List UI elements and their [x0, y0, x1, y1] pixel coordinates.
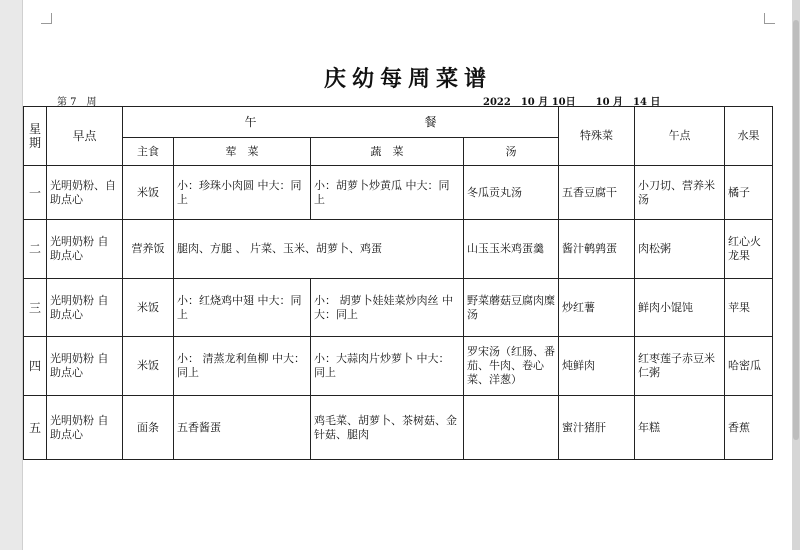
table-row — [24, 220, 773, 279]
header-staple: 主食 — [123, 138, 174, 166]
staple-cell: 米饭 — [123, 337, 174, 396]
snack-cell: 小刀切、营养米汤 — [635, 166, 725, 220]
meat-cell: 小：红烧鸡中翅 中大：同上 — [174, 279, 311, 337]
header-special: 特殊菜 — [559, 107, 635, 166]
breakfast-cell: 光明奶粉、自助点心 — [47, 166, 123, 220]
fruit-cell: 红心火龙果 — [725, 220, 773, 279]
week-label: 第 7 周 — [57, 97, 97, 108]
table-header-row — [24, 107, 773, 138]
snack-cell: 年糕 — [635, 396, 725, 460]
staple-cell: 面条 — [123, 396, 174, 460]
soup-cell: 山玉玉米鸡蛋羹 — [464, 220, 559, 279]
special-cell: 酱汁鹌鹑蛋 — [559, 220, 635, 279]
header-fruit: 水果 — [725, 107, 773, 166]
fruit-cell: 苹果 — [725, 279, 773, 337]
special-cell: 五香豆腐干 — [559, 166, 635, 220]
table-row — [24, 337, 773, 396]
day-cell: 四 — [24, 337, 47, 396]
special-cell: 蜜汁猪肝 — [559, 396, 635, 460]
table-row — [24, 166, 773, 220]
breakfast-cell: 光明奶粉 自助点心 — [47, 396, 123, 460]
meat-cell: 小：珍珠小肉圆 中大：同上 — [174, 166, 311, 220]
breakfast-cell: 光明奶粉 自助点心 — [47, 220, 123, 279]
breakfast-cell: 光明奶粉 自助点心 — [47, 337, 123, 396]
header-veg: 蔬 菜 — [311, 138, 464, 166]
staple-cell: 营养饭 — [123, 220, 174, 279]
fruit-cell: 哈密瓜 — [725, 337, 773, 396]
soup-cell — [464, 396, 559, 460]
day-cell: 一 — [24, 166, 47, 220]
special-cell: 炖鲜肉 — [559, 337, 635, 396]
header-soup: 汤 — [464, 138, 559, 166]
day-cell: 二 — [24, 220, 47, 279]
soup-cell: 冬瓜贡丸汤 — [464, 166, 559, 220]
fruit-cell: 香蕉 — [725, 396, 773, 460]
staple-cell: 米饭 — [123, 166, 174, 220]
staple-cell: 米饭 — [123, 279, 174, 337]
vertical-scrollbar[interactable] — [792, 0, 800, 550]
header-day: 星期 — [24, 107, 47, 166]
day-cell: 三 — [24, 279, 47, 337]
breakfast-cell: 光明奶粉 自助点心 — [47, 279, 123, 337]
veg-cell: 鸡毛菜、胡萝卜、茶树菇、金针菇、腿肉 — [311, 396, 464, 460]
margin-corner-mark — [764, 13, 775, 24]
header-snack: 午点 — [635, 107, 725, 166]
veg-cell: 小：大蒜肉片炒萝卜 中大：同上 — [311, 337, 464, 396]
soup-cell: 野菜蘑菇豆腐肉糜汤 — [464, 279, 559, 337]
day-cell: 五 — [24, 396, 47, 460]
table-row — [24, 279, 773, 337]
snack-cell: 红枣莲子赤豆米仁粥 — [635, 337, 725, 396]
margin-corner-mark — [41, 13, 52, 24]
special-cell: 炒红薯 — [559, 279, 635, 337]
soup-cell: 罗宋汤（红肠、番茄、牛肉、卷心菜、洋葱） — [464, 337, 559, 396]
document-page — [22, 0, 794, 550]
snack-cell: 鲜肉小馄饨 — [635, 279, 725, 337]
header-breakfast: 早点 — [47, 107, 123, 166]
meat-cell: 小： 清蒸龙利鱼柳 中大：同上 — [174, 337, 311, 396]
scrollbar-thumb[interactable] — [793, 20, 799, 440]
fruit-cell: 橘子 — [725, 166, 773, 220]
menu-table — [23, 106, 773, 460]
meat-veg-cell: 腿肉、方腿 、 片菜、玉米、胡萝卜、鸡蛋 — [174, 220, 464, 279]
meat-cell: 五香酱蛋 — [174, 396, 311, 460]
page-title: 庆幼每周菜谱 — [323, 66, 492, 92]
header-meat: 荤 菜 — [174, 138, 311, 166]
table-row — [24, 396, 773, 460]
date-range: 2022 10 月 10日 10 月 14 日 — [483, 97, 661, 108]
veg-cell: 小： 胡萝卜娃娃菜炒肉丝 中大：同上 — [311, 279, 464, 337]
header-lunch: 午 餐 — [123, 107, 559, 138]
veg-cell: 小：胡萝卜炒黄瓜 中大：同上 — [311, 166, 464, 220]
snack-cell: 肉松粥 — [635, 220, 725, 279]
